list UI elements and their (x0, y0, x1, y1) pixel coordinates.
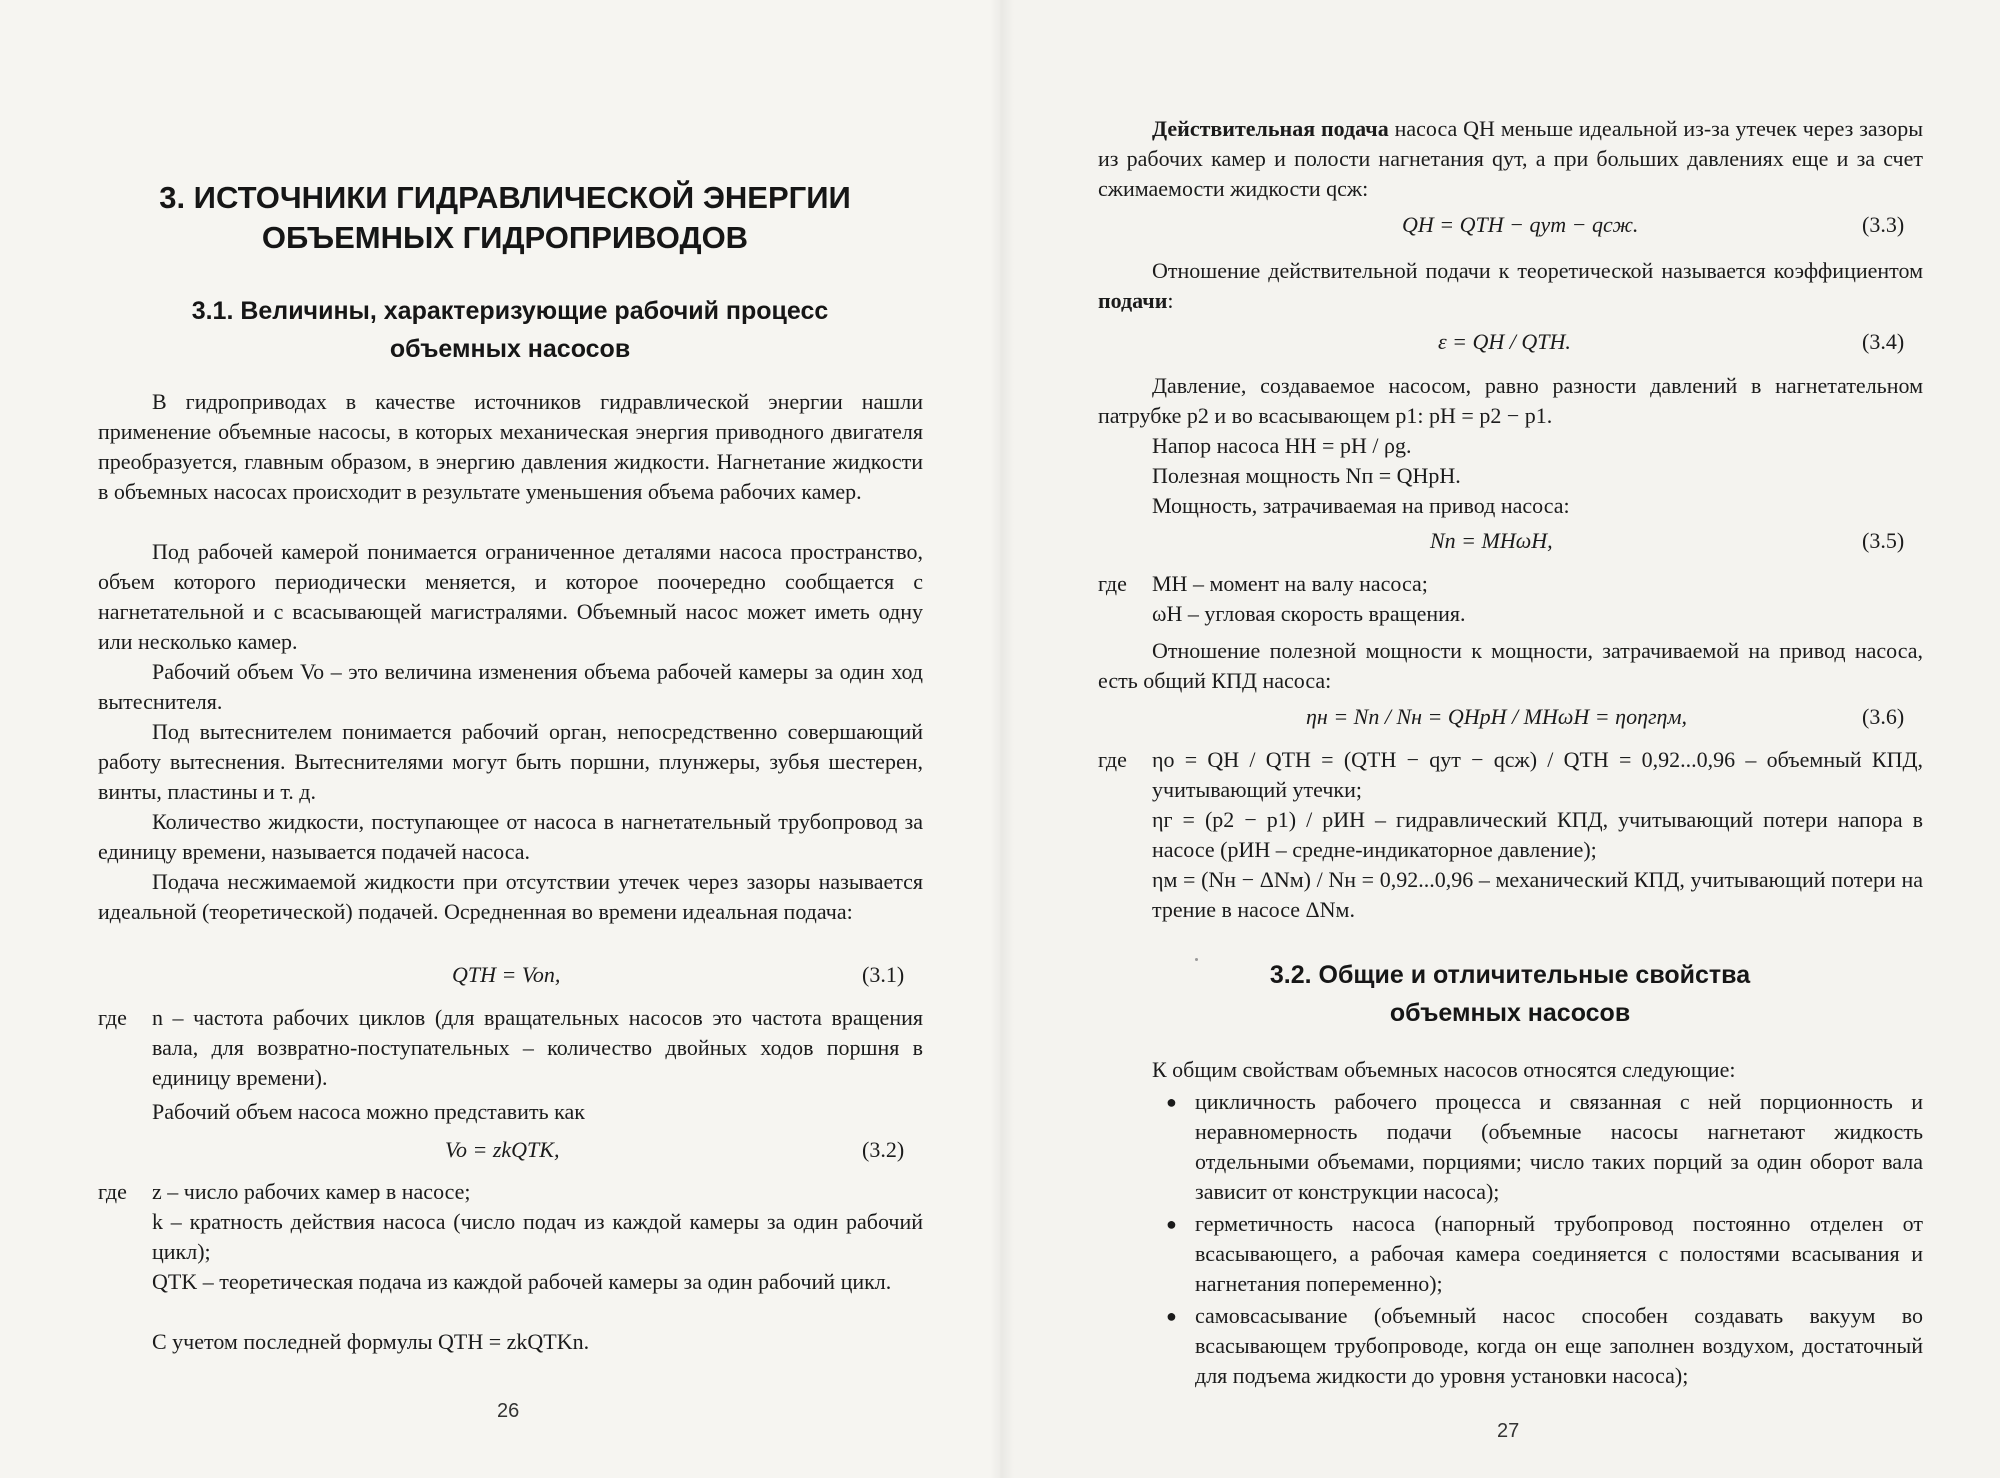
where-item-mechanical-eff: ηм = (Nн − ΔNм) / Nн = 0,92...0,96 – механический КПД, учитывающий потери на трение в насосе ΔNм. (1152, 867, 1923, 922)
paragraph-volume-expression: Рабочий объем насоса можно представить как (152, 1099, 585, 1124)
where-text-3-1: n – частота рабочих циклов (для вращательных насосов это частота вращения вала, для возвратно-поступательных – количество двойных ходов поршня в единицу времени). (152, 1005, 923, 1090)
paragraph-intro: В гидроприводах в качестве источников гидравлической энергии нашли применение объемные насосы, в которых механическая энергия приводного двигателя преобразуется, главным образом, в энергию давления жидкости. Нагнетание жидкости в объемных насосах происходит в результате уменьшения объема рабочих камер. (98, 389, 923, 504)
paragraph-working-volume: Рабочий объем Vo – это величина изменения объема рабочей камеры за один ход вытеснителя. (98, 659, 923, 714)
formula-3-5: Nп = MHωH, (1430, 528, 1553, 553)
where-item-hydraulic-eff: ηг = (p2 − p1) / pИН – гидравлический КПД, учитывающий потери напора в насосе (pИН – средне-индикаторное давление); (1152, 807, 1923, 862)
equation-number-3-4: (3.4) (1862, 329, 1905, 354)
paragraph-efficiency: Отношение полезной мощности к мощности, затрачиваемой на привод насоса, есть общий КПД насоса: (1098, 638, 1923, 693)
equation-number-3-6: (3.6) (1862, 704, 1905, 729)
formula-3-1: QTH = Von, (452, 962, 561, 987)
line-drive-power: Мощность, затрачиваемая на привод насоса: (1152, 493, 1570, 518)
term-actual-flow: Действительная подача (1152, 116, 1389, 141)
formula-3-2: Vo = zkQTK, (445, 1137, 560, 1162)
term-flow: подачи (1098, 288, 1168, 313)
paragraph-actual-flow (1098, 114, 1923, 204)
bullet-icon: ● (1166, 1306, 1177, 1326)
where-item-qtk: QTK – теоретическая подача из каждой рабочей камеры за один рабочий цикл. (152, 1269, 892, 1294)
where-item-volumetric-eff: ηo = QH / QTH = (QTH − qут − qсж) / QTH = 0,92...0,96 – объемный КПД, учитывающий утечки; (1152, 747, 1923, 802)
page-number-left: 26 (497, 1400, 520, 1422)
line-pump-head: Напор насоса HH = pH / ρg. (1152, 433, 1412, 458)
where-label-3-1: где (98, 1005, 127, 1030)
where-label-3-5: где (1098, 571, 1127, 596)
equation-number-3-3: (3.3) (1862, 212, 1905, 237)
where-item-angular-speed: ωH – угловая скорость вращения. (1152, 601, 1466, 626)
flow-coefficient-colon: : (1167, 288, 1174, 313)
paragraph-common-properties: К общим свойствам объемных насосов относятся следующие: (1152, 1057, 1736, 1082)
flow-coefficient-text: Отношение действительной подачи к теоретической называется коэффициентом (1152, 258, 1923, 283)
book-gutter (990, 0, 1014, 1478)
bullet-item-cyclicity: цикличность рабочего процесса и связанная с ней порционность и неравномерность подачи (объемные насосы нагнетают жидкость отдельными объемами, порциями; число таких порций за один оборот вала зависит от конструкции насоса); (1195, 1089, 1923, 1204)
where-item-z: z – число рабочих камер в насосе; (152, 1179, 471, 1204)
paragraph-actual-flow-text: насоса QH меньше идеальной из-за утечек через зазоры из рабочих камер и полости нагнетания qут, а при больших давлениях еще и за счет сжимаемости жидкости qсж: (1098, 116, 1923, 201)
bullet-icon: ● (1166, 1214, 1177, 1234)
formula-3-4: ε = QH / QTH. (1438, 329, 1571, 354)
paragraph-ideal-flow: Подача несжимаемой жидкости при отсутствии утечек через зазоры называется идеальной (теоретической) подачей. Осредненная во времени идеальная подача: (98, 869, 923, 924)
print-speck (1195, 958, 1198, 961)
where-item-k: k – кратность действия насоса (число подач из каждой камеры за один рабочий цикл); (152, 1209, 923, 1264)
section-title-3-1: 3.1. Величины, характеризующие рабочий процесс объемных насосов (191, 297, 829, 363)
formula-3-3: QH = QTH − qут − qсж. (1402, 212, 1639, 237)
paragraph-working-chamber: Под рабочей камерой понимается ограниченное деталями насоса пространство, объем которого периодически меняется, и которое поочередно сообщается с нагнетательной и с всасывающей магистралями. Объемный насос может иметь одну или несколько камер. (98, 539, 923, 654)
paragraph-flow-coefficient (1098, 256, 1923, 316)
where-label-3-2: где (98, 1179, 127, 1204)
equation-number-3-2: (3.2) (862, 1137, 905, 1162)
where-item-torque: MH – момент на валу насоса; (1152, 571, 1428, 596)
formula-3-6: ηн = Nп / Nн = QHpH / MHωH = ηoηгηм, (1306, 704, 1688, 729)
bullet-icon: ● (1166, 1092, 1177, 1112)
paragraph-pump-flow: Количество жидкости, поступающее от насоса в нагнетательный трубопровод за единицу времени, называется подачей насоса. (98, 809, 923, 864)
equation-number-3-5: (3.5) (1862, 528, 1905, 553)
line-useful-power: Полезная мощность Nп = QHpH. (1152, 463, 1461, 488)
section-title-3-2: 3.2. Общие и отличительные свойства объемных насосов (1269, 961, 1751, 1027)
bullet-item-tightness: герметичность насоса (напорный трубопровод постоянно отделен от всасывающего, а рабочая камера соединяется с полостями всасывания и нагнетания попеременно); (1195, 1211, 1923, 1296)
chapter-title: 3. ИСТОЧНИКИ ГИДРАВЛИЧЕСКОЙ ЭНЕРГИИ ОБЪЕМНЫХ ГИДРОПРИВОДОВ (159, 180, 851, 255)
where-label-3-6: где (1098, 747, 1127, 772)
page-number-right: 27 (1497, 1420, 1520, 1442)
paragraph-final-formula: С учетом последней формулы QTH = zkQTKn. (152, 1329, 590, 1354)
bullet-item-self-priming: самовсасывание (объемный насос способен создавать вакуум во всасывающем трубопроводе, когда он еще заполнен воздухом, достаточный для подъема жидкости до уровня установки насоса); (1195, 1303, 1923, 1388)
paragraph-pressure: Давление, создаваемое насосом, равно разности давлений в нагнетательном патрубке p2 и во всасывающем p1: pH = p2 − p1. (1098, 373, 1923, 428)
equation-number-3-1: (3.1) (862, 962, 905, 987)
paragraph-displacer: Под вытеснителем понимается рабочий орган, непосредственно совершающий работу вытеснения. Вытеснителями могут быть поршни, плунжеры, зубья шестерен, винты, пластины и т. д. (98, 719, 923, 804)
